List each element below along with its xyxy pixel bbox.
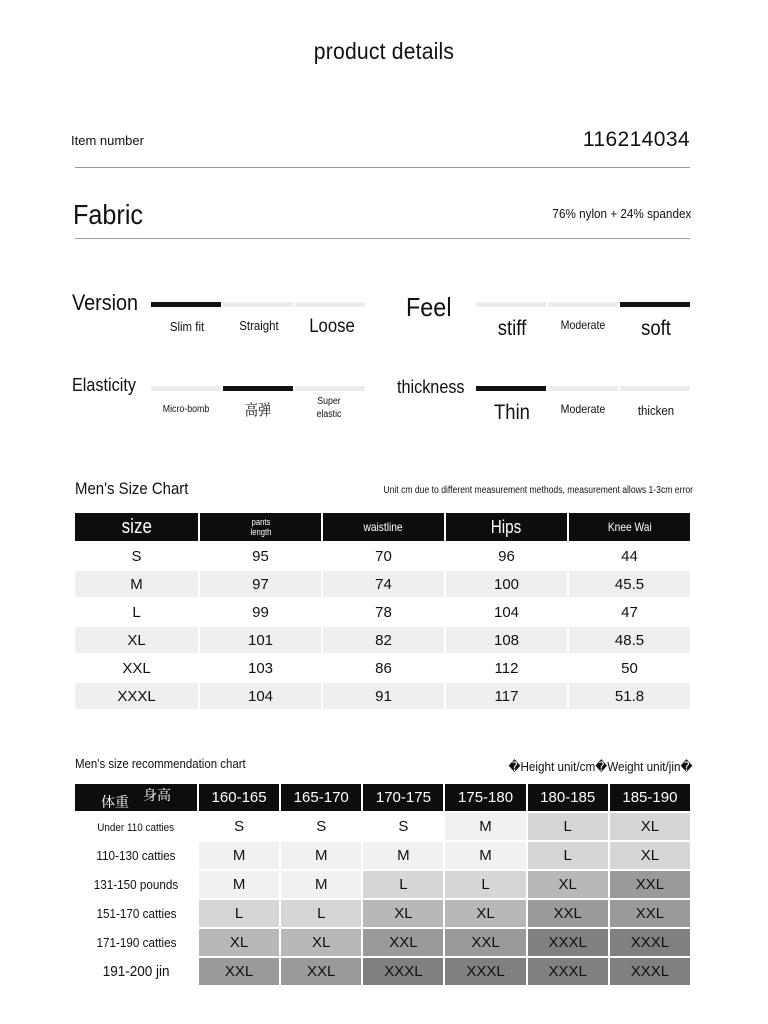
size-cell: L [528,842,608,869]
size-cell: M [445,813,525,840]
weight-label: 131-150 pounds [75,871,197,898]
table-row [75,871,690,898]
divider [75,167,690,168]
size-cell: M [281,871,361,898]
size-cell: XXL [199,958,279,985]
table-cell: 74 [323,571,444,597]
table-cell: XXL [75,655,198,681]
weight-label: 151-170 catties [75,900,197,927]
size-cell: XXXL [445,958,525,985]
feel-option: stiff [497,317,527,340]
table-row [75,813,690,840]
height-header: 165-170 [281,784,361,811]
table-cell: 70 [323,543,444,569]
size-cell: XXL [363,929,443,956]
recommendation-header-row [75,784,690,811]
divider [75,238,690,239]
table-cell: M [75,571,198,597]
version-title: Version [72,290,139,315]
size-cell: XXXL [363,958,443,985]
size-cell: L [445,871,525,898]
size-cell: L [199,900,279,927]
table-cell: 112 [446,655,567,681]
size-chart-header: waistline [323,513,444,541]
table-cell: 104 [200,683,321,709]
table-cell: 108 [446,627,567,653]
weight-label: Under 110 catties [75,813,197,840]
item-number-label: Item number [71,133,144,148]
table-cell: 47 [569,599,690,625]
height-header: 180-185 [528,784,608,811]
version-option: Straight [239,318,279,333]
size-cell: XL [281,929,361,956]
size-cell: M [281,842,361,869]
table-row [75,543,690,569]
elasticity-scale-segment [151,386,221,391]
size-cell: XXL [528,900,608,927]
size-chart-header: pants length [200,513,321,541]
size-cell: XL [199,929,279,956]
feel-scale-segment [620,302,690,307]
thickness-scale-segment [620,386,690,391]
elasticity-option: Micro-bomb [162,404,210,415]
table-cell: XXXL [75,683,198,709]
table-cell: 45.5 [569,571,690,597]
fabric-label: Fabric [73,199,144,230]
corner-height-label: 身高 [143,786,171,803]
size-cell: XL [610,842,690,869]
thickness-title: thickness [397,377,465,397]
size-chart-header: Knee Wai [569,513,690,541]
item-number-value: 116214034 [582,128,690,151]
table-row [75,958,690,985]
size-cell: XXL [610,871,690,898]
thickness-option: Thin [494,401,530,424]
size-chart-header: Hips [446,513,567,541]
size-cell: L [281,900,361,927]
weight-label: 191-200 jin [75,958,197,985]
table-cell: 99 [200,599,321,625]
size-cell: XL [528,871,608,898]
weight-label: 171-190 catties [75,929,197,956]
weight-label: 110-130 catties [75,842,197,869]
height-header: 185-190 [610,784,690,811]
version-option: Slim fit [169,319,205,334]
elasticity-scale-segment [295,386,365,391]
table-row [75,900,690,927]
thickness-option: Moderate [560,402,606,416]
table-row [75,842,690,869]
table-cell: 117 [446,683,567,709]
size-cell: XL [363,900,443,927]
feel-scale-segment [476,302,546,307]
fabric-value: 76% nylon + 24% spandex [552,206,691,221]
table-cell: XL [75,627,198,653]
size-cell: M [363,842,443,869]
size-cell: XXXL [528,958,608,985]
size-cell: XXL [445,929,525,956]
height-header: 175-180 [445,784,525,811]
table-cell: 97 [200,571,321,597]
table-cell: 101 [200,627,321,653]
thickness-scale-segment [548,386,618,391]
table-cell: 82 [323,627,444,653]
version-scale-segment [223,302,293,307]
size-cell: XXXL [610,958,690,985]
size-cell: L [363,871,443,898]
size-cell: XXL [610,900,690,927]
table-row [75,929,690,956]
feel-option: Moderate [560,318,606,332]
version-option: Loose [309,316,355,337]
size-cell: XXXL [528,929,608,956]
size-cell: S [363,813,443,840]
height-header: 160-165 [199,784,279,811]
table-cell: 86 [323,655,444,681]
table-cell: 104 [446,599,567,625]
size-cell: XXXL [610,929,690,956]
table-row [75,571,690,597]
size-cell: S [281,813,361,840]
size-chart-table [73,511,692,711]
size-cell: XXL [281,958,361,985]
recommendation-title: Men's size recommendation chart [75,756,246,771]
table-cell: 100 [446,571,567,597]
weight-height-corner-header [75,784,197,811]
thickness-option: thicken [637,403,675,418]
version-scale-segment [295,302,365,307]
table-cell: 50 [569,655,690,681]
size-cell: S [199,813,279,840]
feel-option: soft [641,317,671,340]
size-cell: M [445,842,525,869]
elasticity-title: Elasticity [72,375,136,395]
feel-title: Feel [406,292,452,322]
table-cell: 78 [323,599,444,625]
table-row [75,655,690,681]
size-chart-header-row [75,513,690,541]
version-scale-segment [151,302,221,307]
table-cell: 91 [323,683,444,709]
corner-weight-label: 体重 [101,793,129,810]
size-cell: M [199,871,279,898]
size-chart-header: size [75,513,198,541]
size-recommendation-table [73,782,692,987]
table-cell: S [75,543,198,569]
elasticity-option: 高弹 [244,402,272,419]
elasticity-option: Super elastic [316,396,342,420]
height-header: 170-175 [363,784,443,811]
table-row [75,683,690,709]
size-chart-note: Unit cm due to different measurement methods, measurement allows 1-3cm error [383,485,693,496]
size-chart-title: Men's Size Chart [75,479,189,498]
recommendation-note: �Height unit/cm�Weight unit/jin� [507,759,692,774]
table-row [75,627,690,653]
table-cell: 96 [446,543,567,569]
table-cell: 51.8 [569,683,690,709]
table-cell: 44 [569,543,690,569]
table-cell: 103 [200,655,321,681]
size-cell: L [528,813,608,840]
size-cell: XL [610,813,690,840]
table-cell: 48.5 [569,627,690,653]
size-cell: M [199,842,279,869]
thickness-scale-segment [476,386,546,391]
elasticity-scale-segment [223,386,293,391]
table-cell: 95 [200,543,321,569]
page-title: product details [313,38,455,64]
size-cell: XL [445,900,525,927]
feel-scale-segment [548,302,618,307]
table-row [75,599,690,625]
table-cell: L [75,599,198,625]
